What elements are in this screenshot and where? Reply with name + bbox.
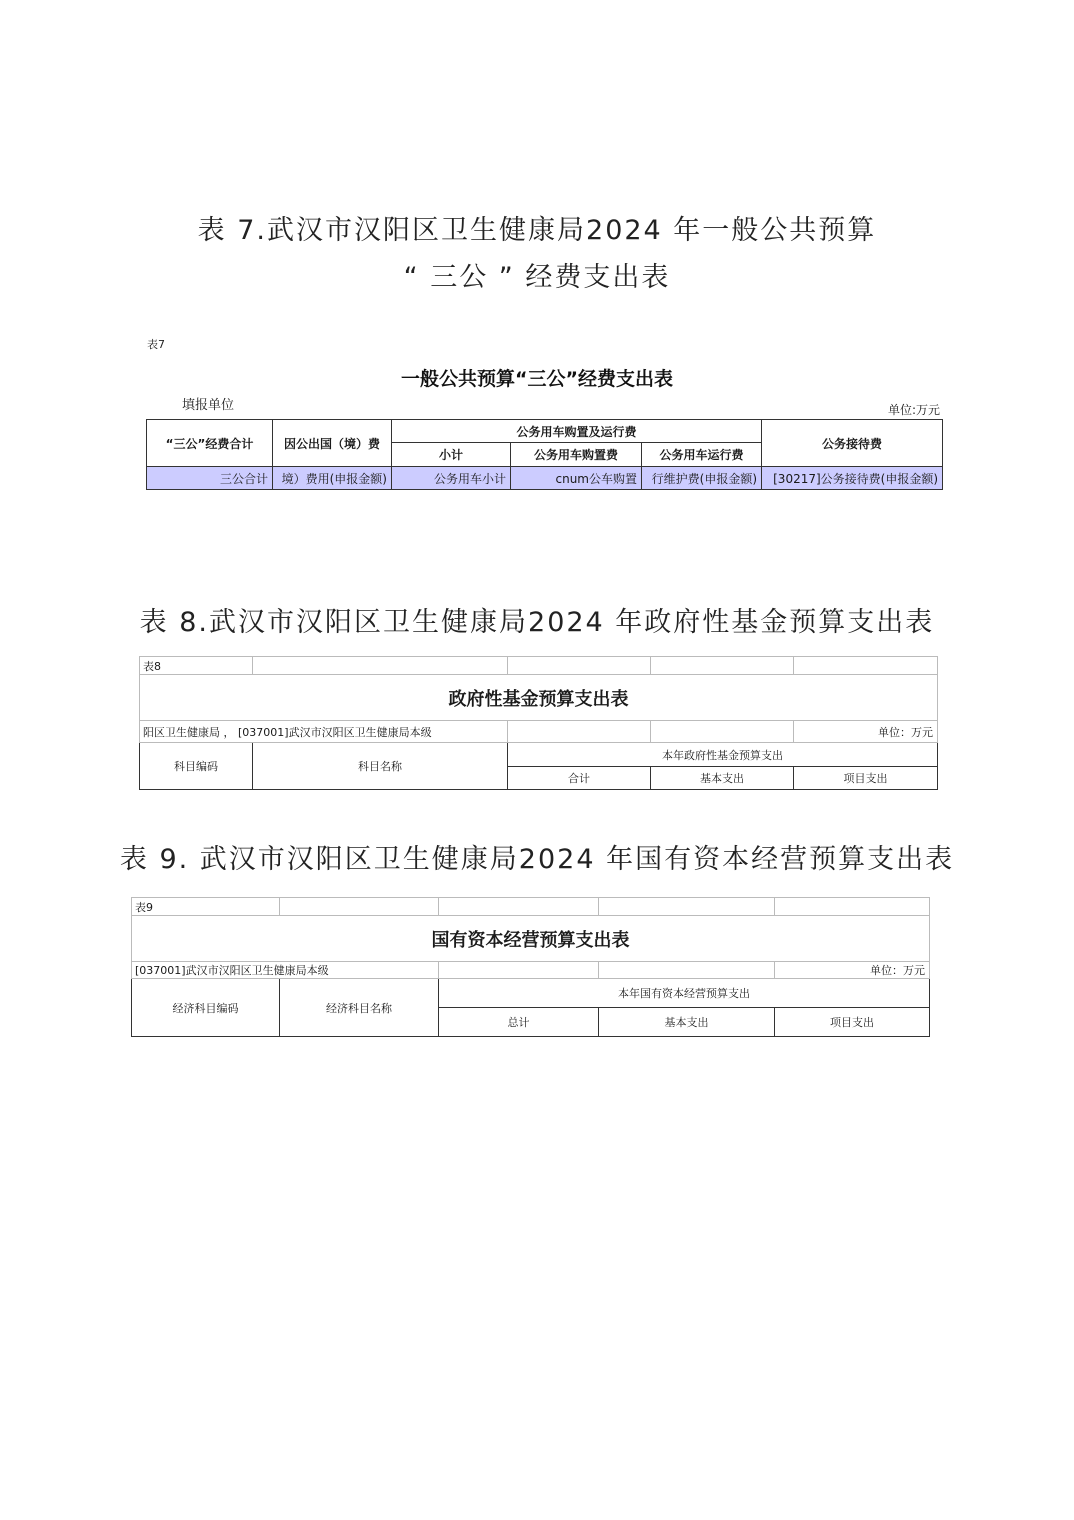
- table8-title: 政府性基金预算支出表: [140, 675, 938, 721]
- table9: [131, 897, 930, 1037]
- table7-title: 一般公共预算“三公”经费支出表: [401, 368, 673, 390]
- table7-header-purchase: 公务用车购置费: [511, 443, 642, 467]
- table7-cell: 公务用车小计: [392, 467, 511, 490]
- table8-header-group: 本年政府性基金预算支出: [508, 743, 938, 767]
- table9-header-code: 经济科目编码: [132, 979, 280, 1037]
- table7-cell: 三公合计: [147, 467, 273, 490]
- table8: [139, 656, 938, 790]
- table8-tag: 表8: [140, 657, 253, 675]
- table7-unit: 单位:万元: [887, 403, 940, 417]
- table7-header-total: “三公”经费合计: [147, 420, 273, 467]
- table7-header-subtotal: 小计: [392, 443, 511, 467]
- table7-header-abroad: 因公出国（境）费: [273, 420, 392, 467]
- table7-header-reception: 公务接待费: [762, 420, 943, 467]
- table7-cell: [30217]公务接待费(申报金额): [762, 467, 943, 490]
- table9-header-group: 本年国有资本经营预算支出: [439, 979, 930, 1008]
- table8-header-code: 科目编码: [140, 743, 253, 790]
- table9-header-basic: 基本支出: [599, 1008, 775, 1037]
- table9-header-total: 总计: [439, 1008, 599, 1037]
- table9-unit: 单位：万元: [775, 962, 930, 979]
- table9-title: 国有资本经营预算支出表: [132, 916, 930, 962]
- table7-fill-unit-label: 填报单位: [181, 398, 234, 413]
- heading-table8: 表 8.武汉市汉阳区卫生健康局2024 年政府性基金预算支出表: [139, 607, 935, 638]
- table7-header-operation: 公务用车运行费: [642, 443, 762, 467]
- heading-table7-line1: 表 7.武汉市汉阳区卫生健康局2024 年一般公共预算: [197, 215, 877, 246]
- table7: [146, 419, 943, 490]
- table7-cell: 行维护费(申报金额): [642, 467, 762, 490]
- table7-tag: 表7: [147, 338, 165, 351]
- table9-unit-org: [037001]武汉市汉阳区卫生健康局本级: [132, 962, 439, 979]
- table7-cell: 境）费用(申报金额): [273, 467, 392, 490]
- table7-header-vehicle-group: 公务用车购置及运行费: [392, 420, 762, 443]
- table7-cell: cnum公车购置: [511, 467, 642, 490]
- table8-unit: 单位：万元: [794, 721, 938, 743]
- heading-table9: 表 9. 武汉市汉阳区卫生健康局2024 年国有资本经营预算支出表: [119, 844, 955, 875]
- table8-header-basic: 基本支出: [651, 767, 794, 790]
- heading-table7-line2: “ 三公 ” 经费支出表: [403, 262, 671, 293]
- table8-header-project: 项目支出: [794, 767, 938, 790]
- table9-header-project: 项目支出: [775, 1008, 930, 1037]
- table9-header-name: 经济科目名称: [280, 979, 439, 1037]
- table8-header-name: 科目名称: [253, 743, 508, 790]
- table9-tag: 表9: [132, 898, 280, 916]
- table8-unit-org: 阳区卫生健康局 ， [037001]武汉市汉阳区卫生健康局本级: [140, 721, 508, 743]
- table8-header-total: 合计: [508, 767, 651, 790]
